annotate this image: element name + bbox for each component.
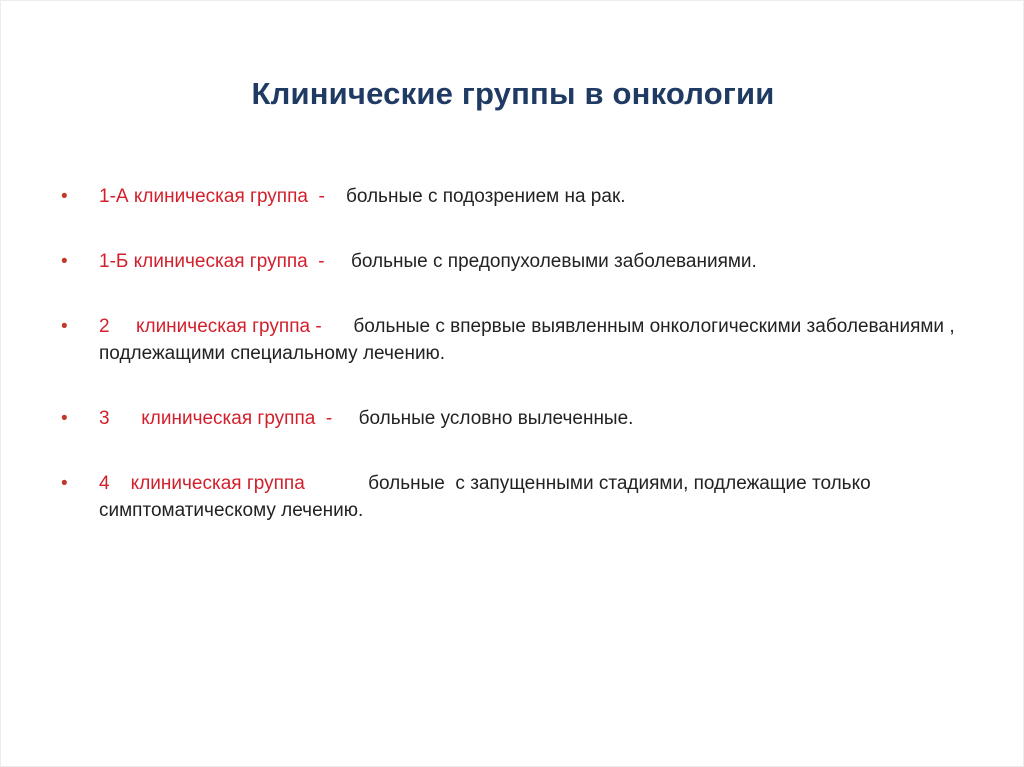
- group-label: 4 клиническая группа: [99, 473, 305, 494]
- group-description: больные с предопухолевыми заболеваниями.: [324, 251, 757, 272]
- bullet-icon: •: [61, 186, 68, 207]
- bullet-list: [57, 183, 960, 524]
- list-item: [57, 183, 957, 210]
- list-item: [57, 470, 957, 524]
- bullet-icon: •: [61, 408, 68, 429]
- list-spacer: [57, 432, 957, 470]
- group-label: 1-А клиническая группа -: [99, 186, 325, 207]
- group-description: больные с запущенными стадиями, подлежащие только симптоматическому лечению.: [99, 473, 876, 521]
- list-item: [57, 248, 957, 275]
- group-description: больные условно вылеченные.: [332, 408, 634, 429]
- bullet-icon: •: [61, 251, 68, 272]
- group-label: 1-Б клиническая группа -: [99, 251, 325, 272]
- slide-title: Клинические группы в онкологии: [251, 76, 775, 111]
- bullet-icon: •: [61, 473, 68, 494]
- list-item: [57, 313, 960, 367]
- group-description: больные с впервые выявленным онкологическими заболеваниями , подлежащими специальному лечению.: [99, 316, 960, 364]
- list-spacer: [57, 210, 957, 248]
- list-spacer: [57, 367, 957, 405]
- bullet-icon: •: [61, 316, 68, 337]
- list-item: [57, 405, 957, 432]
- list-spacer: [57, 275, 957, 313]
- group-label: 2 клиническая группа -: [99, 316, 322, 337]
- group-label: 3 клиническая группа -: [99, 408, 333, 429]
- group-description: больные с подозрением на рак.: [324, 186, 626, 207]
